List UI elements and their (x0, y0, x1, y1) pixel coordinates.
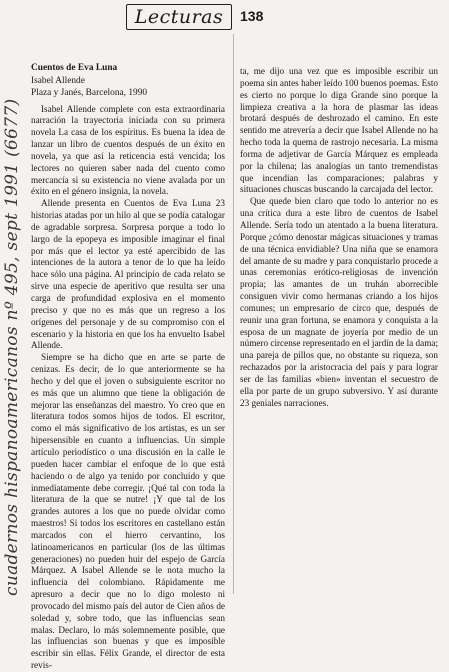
handwritten-margin-note: cuadernos hispanoamericanos nº 495, sept 1991 (6677) (2, 98, 22, 596)
review-header (31, 62, 225, 100)
paragraph: Que quede bien claro que todo lo anterior no es una crítica dura a este libro de cuentos de Isabel Allende. Sería todo un atentado a la buena literatura. Porque ¿cómo denostar mágicas situaciones y tramas de una técnica envidiable? Una niña que se enamora del amante de su madre y para conquistarlo procede a unas ceremonias erótico-religiosas de invención propia; las amantes de un truhán aborrecible consiguen vivir como hermanas criando a los hijos comunes; un empresario de circo que, después de reunir una gran fortuna, se enamora y conquista a la esposa de un magnate de joyería por medio de un número circense representado en el jardín de la dama; una pareja de pillos que, no obstante su riqueza, son rechazados por la aristocracia del país y para lograr ser de las familias «bien» inventan el secuestro de ella por parte de un grupo subversivo. Y así durante 23 geniales narraciones. (240, 196, 438, 408)
section-masthead: Lecturas (126, 4, 232, 30)
left-column (31, 62, 225, 672)
right-column (240, 66, 438, 409)
paragraph: Siempre se ha dicho que en arte se parte de cenizas. Es decir, de lo que anteriormente se ha hecho y del que el joven o subsiguiente escritor no es más que un alumno que tiene la obligación de mejorar las enseñanzas del maestro. Yo creo que en literatura todos somos hijos de todos. El escritor, como el más significativo de los artistas, es un ser hipersensible en cuanto a influencias. Un simple artículo periodístico o una discusión en la calle le pueden hacer cambiar el enfoque de lo que está haciendo o de algo ya tenido por concluido y que inmediatamente debe corregir. ¡Qué tal con toda la literatura de la que se nutre! ¡Y que tal de los grandes autores a los que no puede olvidar como maestros! Si todos los escritores en castellano están marcados con el hierro cervantino, los latinoamericanos en particular (los de las últimas generaciones) no pueden huir del espejo de García Márquez. A Isabel Allende se le nota mucho la influencia del colombiano. Rápidamente me apresuro a decir que no lo digo molesto ni provocado del mismo país del autor de Cien años de soledad y, sobre todo, que las influencias sean malas. Declaro, lo más solemnemente posible, que las influencias son buenas y que es imposible escribir sin ellas. Félix Grande, el director de esta revis- (31, 352, 225, 671)
paragraph: ta, me dijo una vez que es imposible escribir un poema sin antes haber leído 100 buenos poemas. Esto es cierto no porque lo diga Grande sino porque la limpieza creativa a la hora de plasmar las ideas brotará después de deshrozado el camino. En este sentido me atrevería a decir que Isabel Allende no ha hecho toda la quema de rastrojo necesaria. La misma forma de adjetivar de García Márquez es empleada por la chilena; las analogías un tanto tremendistas que incendian las comparaciones; palabras y situaciones chuscas buscando la carcajada del lector. (240, 66, 438, 195)
column-divider (233, 34, 234, 594)
book-publisher: Plaza y Janés, Barcelona, 1990 (31, 88, 148, 98)
book-author: Isabel Allende (31, 75, 85, 86)
paragraph: Allende presenta en Cuentos de Eva Luna 23 historias atadas por un hilo al que se podía catalogar de agradable sorpresa. Sorpresa porque a todo lo largo de la epopeya es imposible imaginar el final por más que el lector ya esté apercibido de las intenciones de la autora a tenor de lo que ha leído hace sólo una página. Al principio de cada relato se sirve una especie de aperitivo que resulta ser una carga de profundidad explosiva en el momento preciso y que no es más que un regreso a los orígenes del personaje y de su compromiso con el escenario y la historia en que los ha envuelto Isabel Allende. (31, 198, 225, 351)
page-number: 138 (240, 8, 264, 24)
book-title: Cuentos de Eva Luna (31, 63, 118, 73)
paragraph: Isabel Allende complete con esta extraordinaria narración la trayectoria iniciada con su primera novela La casa de los espíritus. Es buena la idea de lanzar un libro de cuentos después de un éxito en novela, ya que así la reticencia está vencida; los lectores no quieren saber nada del cuento como mercancía si su existencia no viene avalada por un éxito en el género insignia, la novela. (31, 103, 225, 197)
